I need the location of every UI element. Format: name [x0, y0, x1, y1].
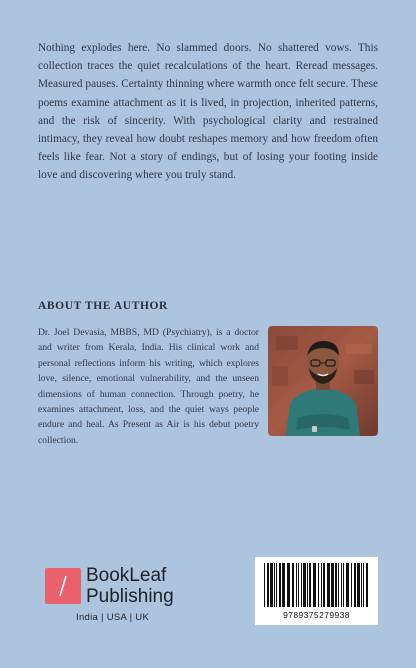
isbn-barcode: [255, 557, 378, 625]
publisher-logo-icon: [45, 568, 81, 604]
author-bio: Dr. Joel Devasia, MBBS, MD (Psychiatry), is a doctor and writer from Kerala, India. His clinical work and personal reflections inform his writing, which explores love, silence, emotional vulnerability, and the unseen dimensions of human connection. Through poetry, he examines attachment, loss, and the quiet ways people endure and heal. As Present as Air is his debut poetry collection.: [38, 327, 259, 446]
isbn-number: 9789375279938: [283, 610, 350, 620]
back-cover-blurb: Nothing explodes here. No slammed doors. No shattered vows. This collection traces the quiet recalculations of the heart. Reread messages. Measured pauses. Certainty thinning where warmth once felt secure. These poems examine attachment as it is lived, in projection, inherited patterns, and the risk of sincerity. With psychological clarity and restrained intimacy, they reveal how doubt reshapes memory and how freedom often feels like fear. Not a story of endings, but of losing your footing inside love and discovering where you truly stand.: [38, 42, 378, 182]
publisher-name-line2: Publishing: [86, 586, 174, 607]
barcode-icon: [263, 563, 370, 609]
about-author-heading: ABOUT THE AUTHOR: [38, 300, 168, 312]
author-photo: [268, 326, 378, 436]
publisher-name-line1: BookLeaf: [86, 565, 167, 586]
publisher-regions: India | USA | UK: [76, 612, 150, 623]
